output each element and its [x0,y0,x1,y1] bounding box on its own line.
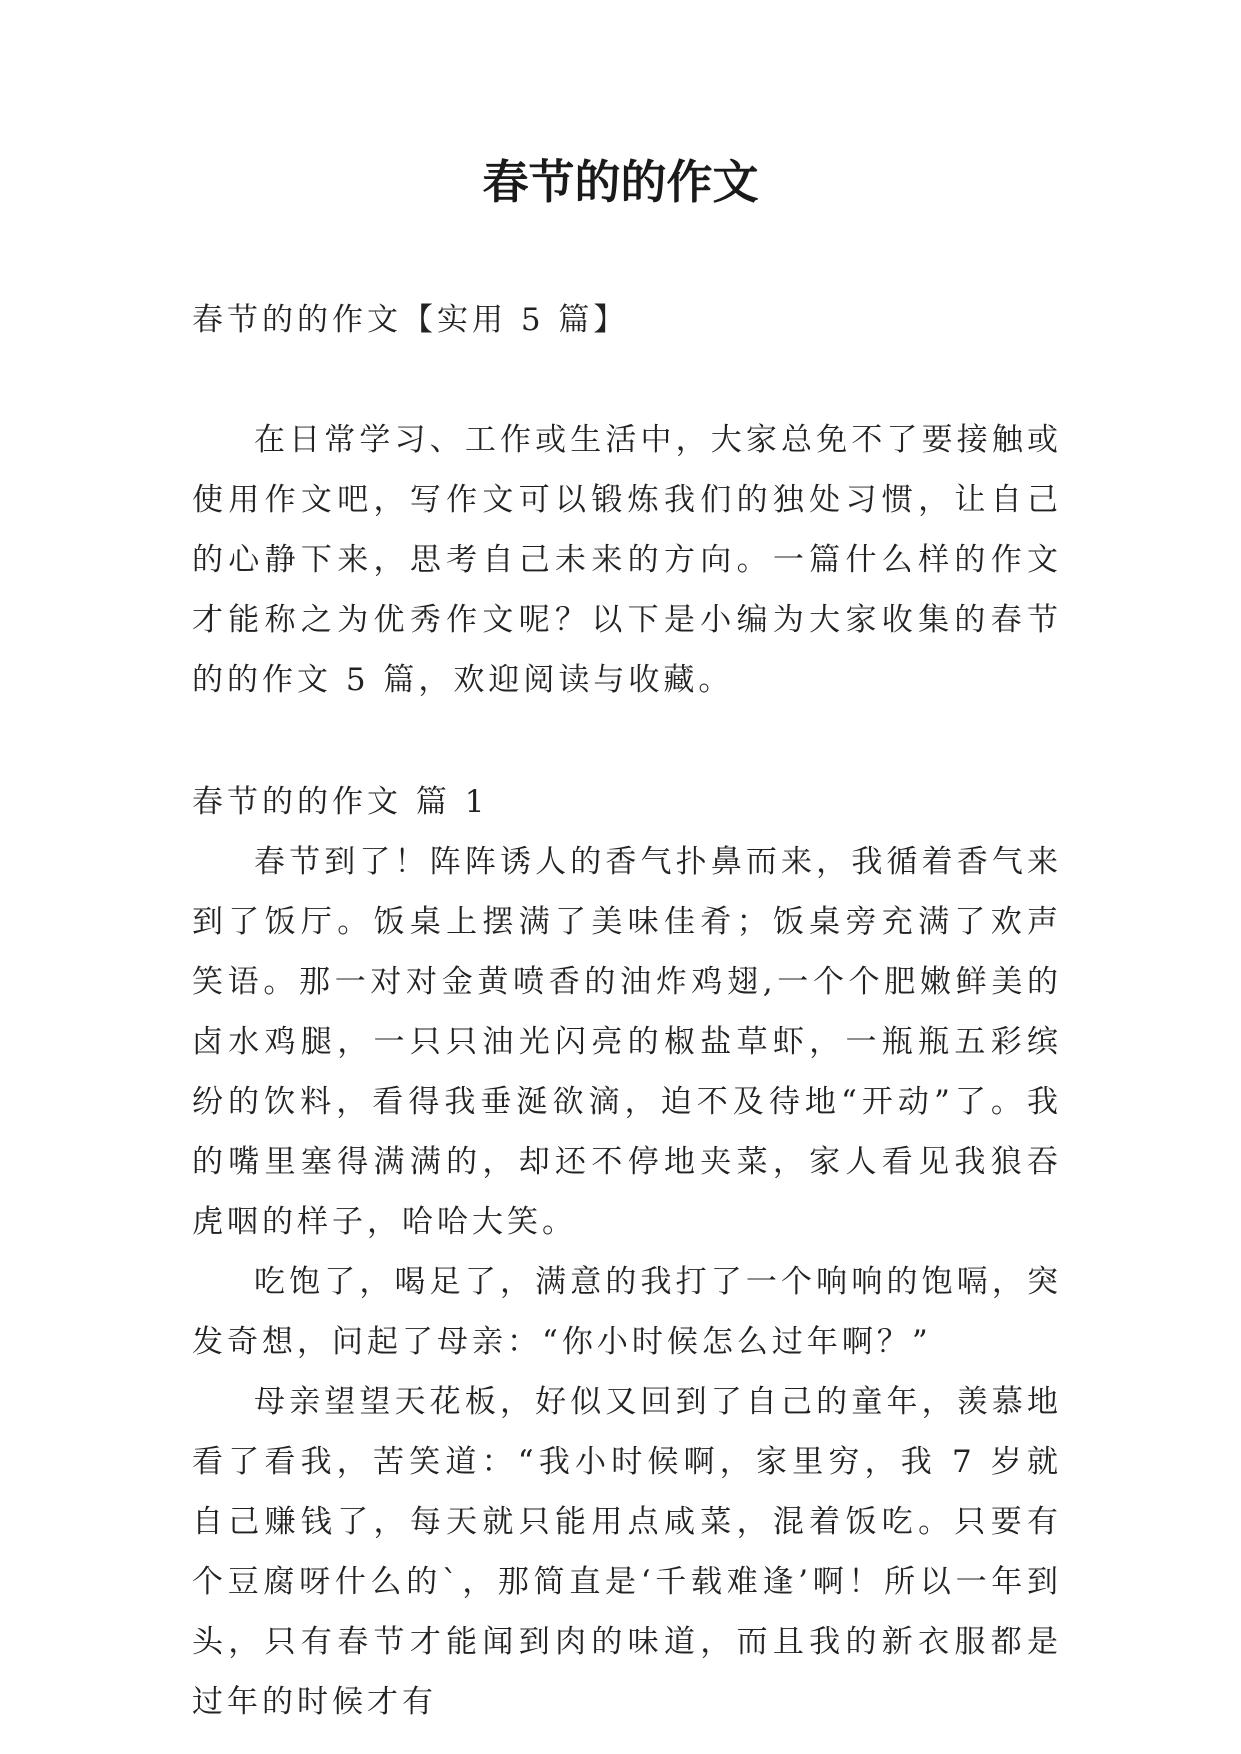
spacer [192,350,1062,410]
body-paragraph: 吃饱了，喝足了，满意的我打了一个响响的饱嗝，突发奇想，问起了母亲：“你小时候怎么过年啊？” [192,1264,1062,1360]
document-subtitle: 春节的的作文【实用 5 篇】 [192,302,629,338]
document-body [192,290,1062,1732]
spacer [192,710,1062,772]
intro-paragraph: 在日常学习、工作或生活中，大家总免不了要接触或使用作文吧，写作文可以锻炼我们的独处习惯，让自己的心静下来，思考自己未来的方向。一篇什么样的作文才能称之为优秀作文呢？以下是小编为大家收集的春节的的作文 5 篇，欢迎阅读与收藏。 [192,422,1062,698]
section-heading: 春节的的作文 篇 1 [192,784,489,820]
document-title: 春节的的作文 [482,155,759,209]
body-paragraph: 春节到了！阵阵诱人的香气扑鼻而来，我循着香气来到了饭厅。饭桌上摆满了美味佳肴；饭桌旁充满了欢声笑语。那一对对金黄喷香的油炸鸡翅,一个个肥嫩鲜美的卤水鸡腿，一只只油光闪亮的椒盐草虾，一瓶瓶五彩缤纷的饮料，看得我垂涎欲滴，迫不及待地“开动”了。我的嘴里塞得满满的，却还不停地夹菜，家人看见我狼吞虎咽的样子，哈哈大笑。 [192,844,1062,1240]
body-paragraph: 母亲望望天花板，好似又回到了自己的童年，羡慕地看了看我，苦笑道：“我小时候啊，家里穷，我 7 岁就自己赚钱了，每天就只能用点咸菜，混着饭吃。只要有个豆腐呀什么的`，那简直是‘千载难逢’啊！所以一年到头，只有春节才能闻到肉的味道，而且我的新衣服都是过年的时候才有 [192,1384,1062,1720]
